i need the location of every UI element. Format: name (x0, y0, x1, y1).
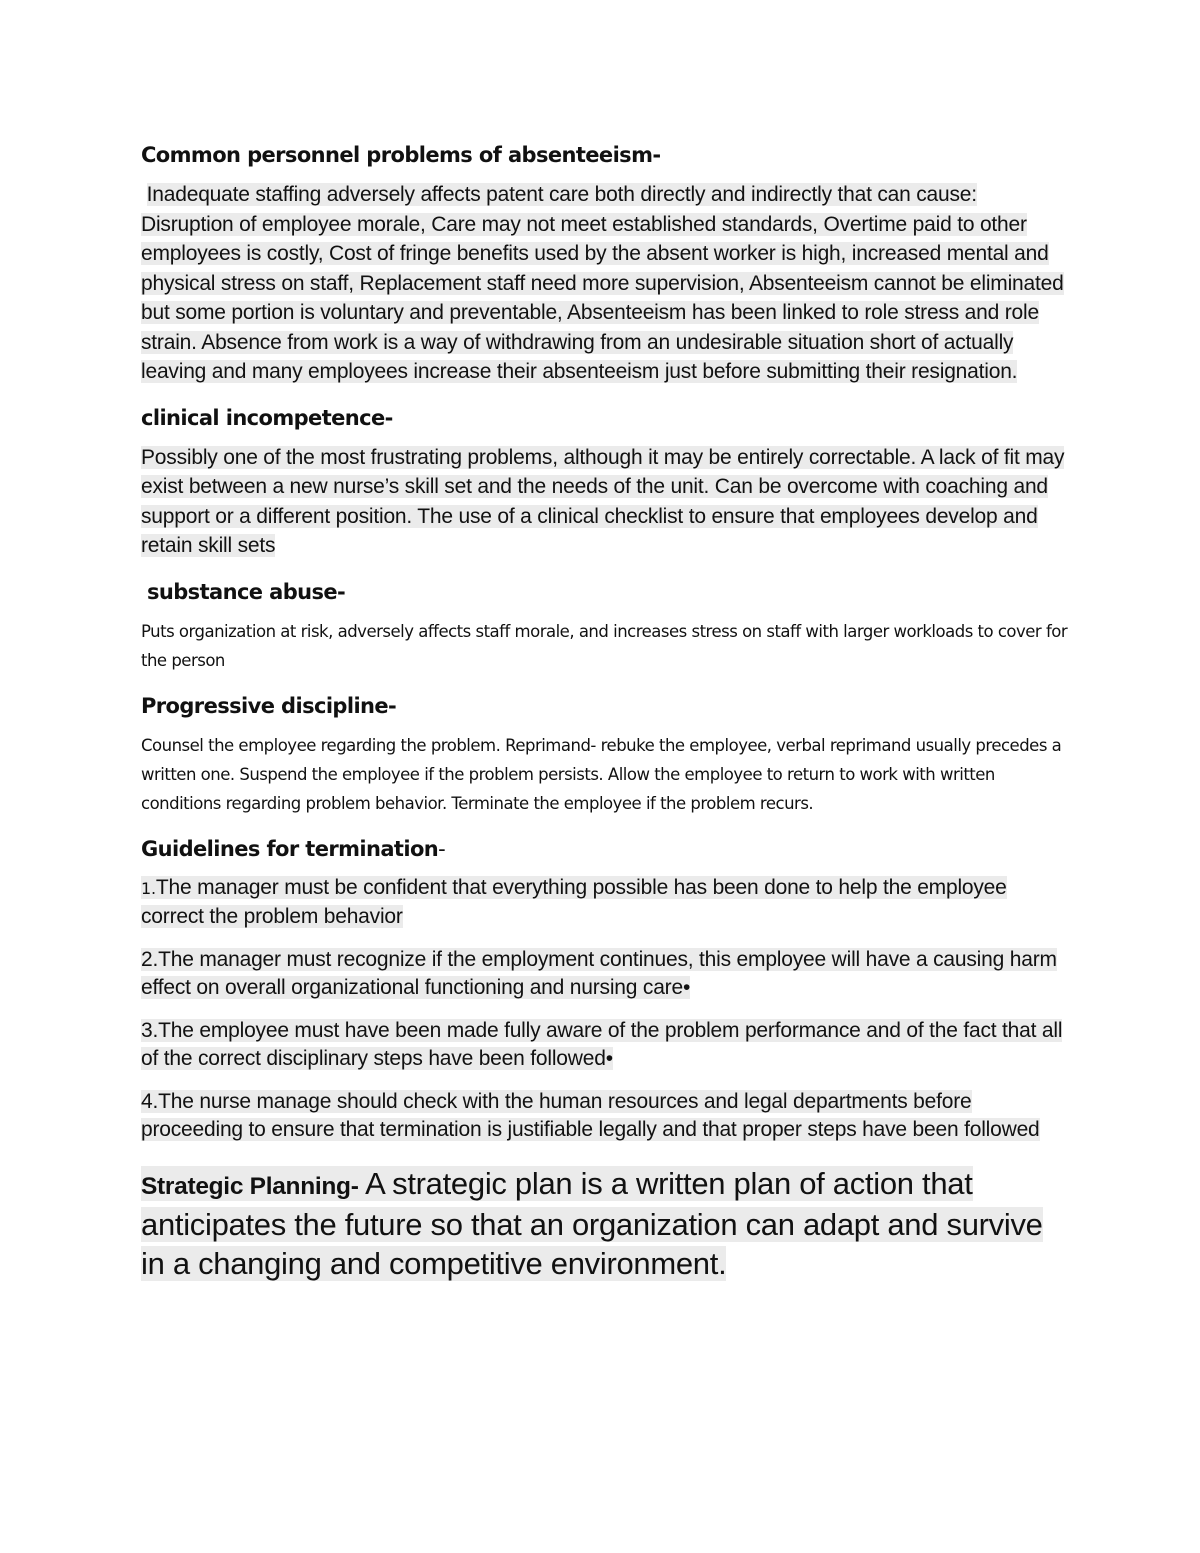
guideline-number: 3. (141, 1018, 159, 1042)
guideline-text: The employee must have been made fully aware of the problem performance and of the fact that all of the correct disciplinary steps have been followed• (141, 1018, 1063, 1070)
guideline-item (141, 1017, 1071, 1074)
termination-heading-text: Guidelines for termination (141, 836, 439, 861)
strategic-paragraph (141, 1165, 1071, 1284)
guideline-item (141, 946, 1071, 1003)
strategic-heading: Strategic Planning- (141, 1172, 359, 1200)
absenteeism-text: Inadequate staffing adversely affects patent care both directly and indirectly that can cause: Disruption of employee morale, Care may not meet established standards, Overtime paid to other employees is costly, Cost of fringe benefits used by the absent worker is high, increased mental and physical stress on staff, Replacement staff need more supervision, Absenteeism cannot be eliminated but some portion is voluntary and preventable, Absenteeism has been linked to role stress and role strain. Absence from work is a way of withdrawing from an undesirable situation short of actually leaving and many employees increase their absenteeism just before submitting their resignation. (141, 183, 1064, 383)
substance-paragraph: Puts organization at risk, adversely affects staff morale, and increases stress on staff with larger workloads to cover for the person (141, 621, 1068, 670)
guideline-text: The manager must recognize if the employment continues, this employee will have a causing harm effect on overall organizational functioning and nursing care• (141, 947, 1057, 999)
guideline-number: 2. (141, 947, 159, 971)
termination-heading (141, 834, 1071, 864)
incompetence-heading: clinical incompetence- (141, 405, 393, 430)
document-page (141, 140, 1071, 1283)
absenteeism-paragraph (141, 180, 1071, 387)
guideline-text: The manager must be confident that everything possible has been done to help the employee correct the problem behavior (141, 875, 1007, 928)
incompetence-paragraph (141, 443, 1071, 561)
guideline-item (141, 1088, 1071, 1145)
strategic-text: A strategic plan is a written plan of action that anticipates the future so that an organization can adapt and survive in a changing and competitive environment. (141, 1165, 1043, 1281)
discipline-heading: Progressive discipline- (141, 693, 397, 718)
guideline-text: The nurse manage should check with the human resources and legal departments before proceeding to ensure that termination is justifiable legally and that proper steps have been followed (141, 1089, 1040, 1141)
absenteeism-heading: Common personnel problems of absenteeism- (141, 143, 661, 167)
incompetence-text: Possibly one of the most frustrating problems, although it may be entirely correctable. A lack of fit may exist between a new nurse’s skill set and the needs of the unit. Can be overcome with coaching and support or a different position. The use of a clinical checklist to ensure that employees develop and retain skill sets (141, 445, 1065, 557)
termination-heading-dash: - (438, 836, 446, 861)
substance-heading: substance abuse- (147, 579, 346, 604)
guideline-item (141, 874, 1071, 932)
guideline-number: 1. (141, 878, 156, 898)
discipline-paragraph: Counsel the employee regarding the problem. Reprimand- rebuke the employee, verbal reprimand usually precedes a written one. Suspend the employee if the problem persists. Allow the employee to return to work with written conditions regarding problem behavior. Terminate the employee if the problem recurs. (141, 735, 1062, 813)
guideline-number: 4. (141, 1089, 159, 1113)
